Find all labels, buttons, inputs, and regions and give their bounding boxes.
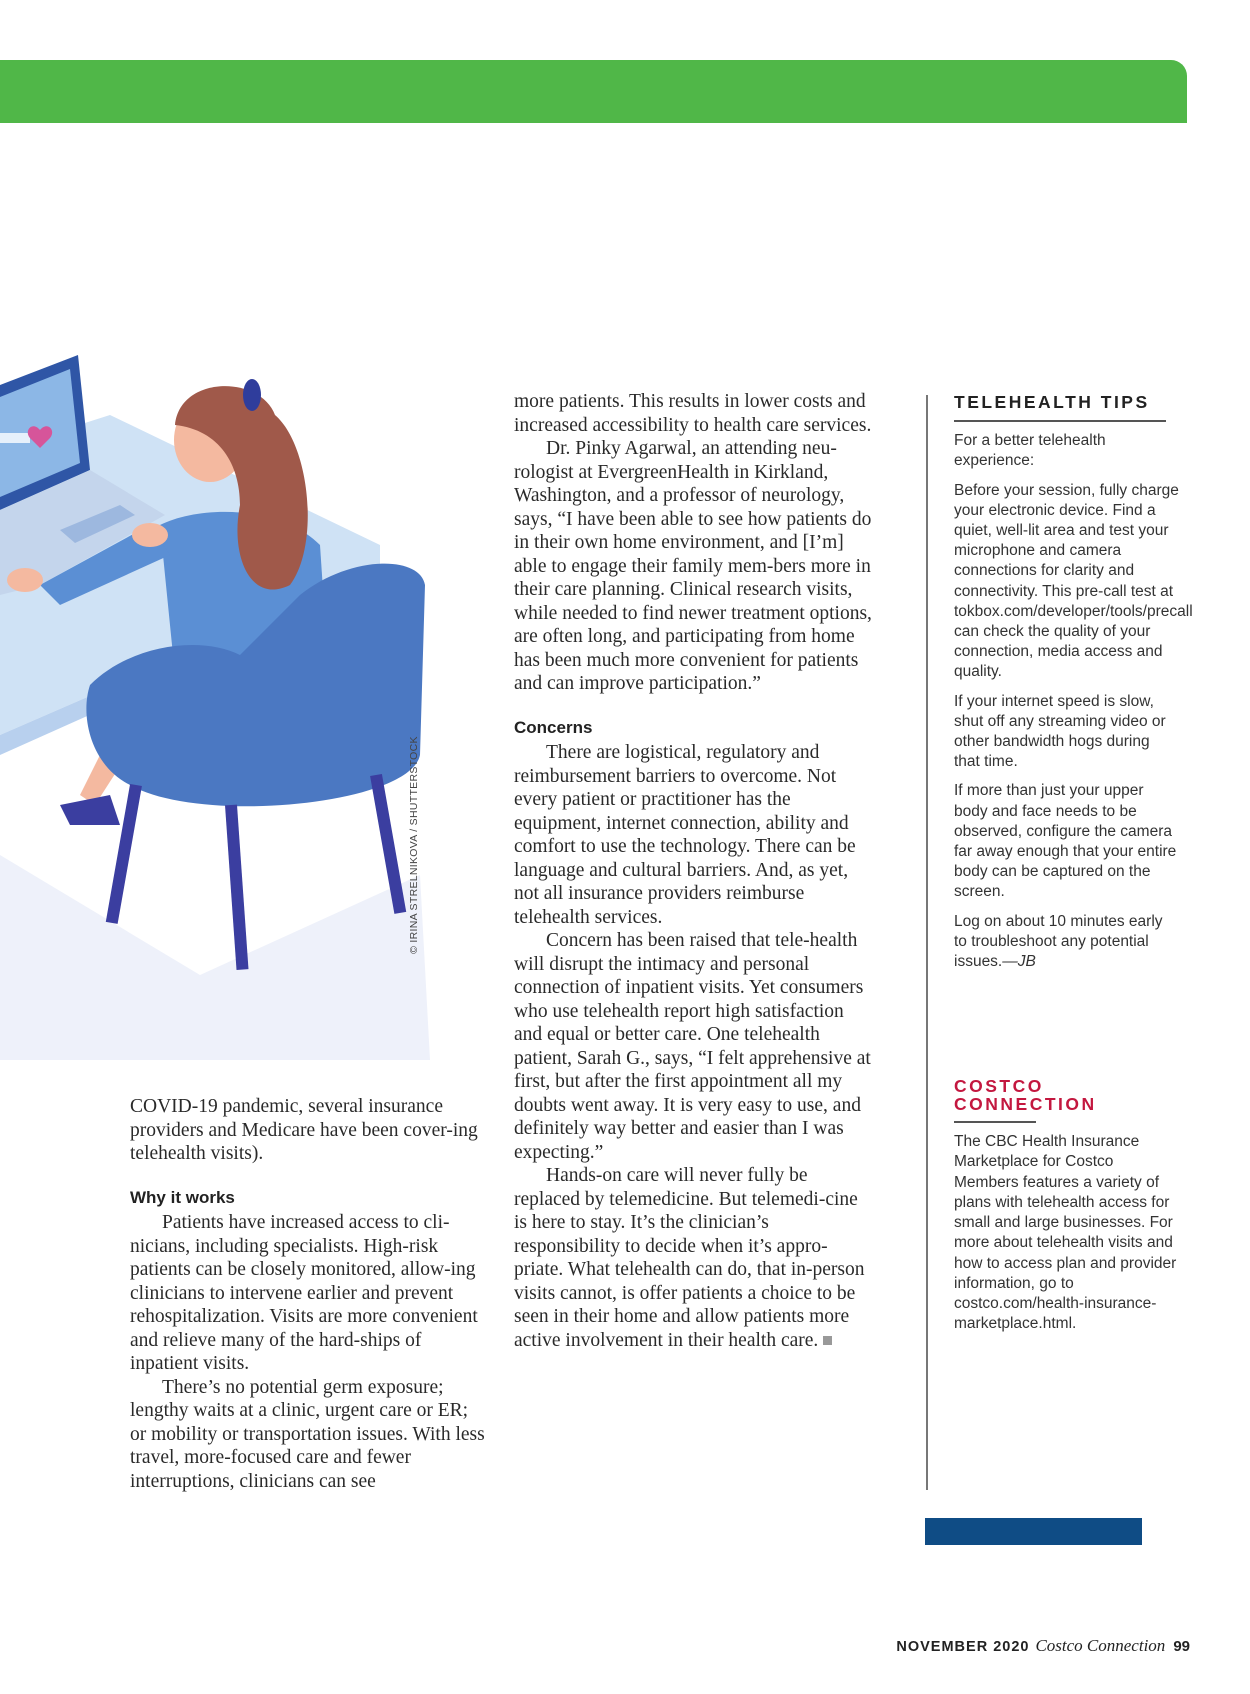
last-tip-text: Log on about 10 minutes early to troubleshoot any potential issues. <box>954 912 1163 971</box>
body-paragraph: Concern has been raised that tele-health will disrupt the intimacy and personal connection of inpatient visits. Yet consumers who use telehealth report high satisfaction and equal or better care. One telehealth patient, Sarah G., says, “I felt apprehensive at first, but after the first appointment all my doubts went away. It is very easy to use, and definitely way better and easier than I was expecting.” <box>514 930 871 1163</box>
title-rule <box>954 420 1166 422</box>
middle-column <box>514 390 874 1352</box>
end-mark-icon <box>823 1336 832 1345</box>
page-footer <box>870 1636 1190 1656</box>
left-column <box>130 1095 485 1493</box>
tip-item <box>954 912 1179 973</box>
section-heading-concerns: Concerns <box>514 717 593 737</box>
woman-at-laptop-illustration <box>0 355 430 1060</box>
woman-hand <box>7 568 43 592</box>
photo-credit <box>406 736 422 954</box>
sidebar-divider <box>926 395 928 1490</box>
body-paragraph: There’s no potential germ exposure; lengthy waits at a clinic, urgent care or ER; or mobility or transportation issues. With less travel, more-focused care and fewer interruptions, clinicians can see <box>130 1376 485 1492</box>
title-rule <box>954 1121 1036 1123</box>
quote-paragraph: Dr. Pinky Agarwal, an attending neu-rologist at EvergreenHealth in Kirkland, Washington, and a professor of neurology, says, “I have been able to see how patients do in their own home environment, and [I’m] able to engage their family mem-bers more in their care planning. Clinical research visits, while needed to find newer treatment options, are often long, and participating from home has been much more convenient for patients and can improve participation.” <box>514 438 872 694</box>
author-signature: —JB <box>1002 953 1036 971</box>
continuation-paragraph: more patients. This results in lower costs and increased accessibility to health care services. <box>514 391 872 436</box>
body-paragraph <box>514 1164 874 1352</box>
closing-paragraph-text: Hands-on care will never fully be replaced by telemedicine. But telemedi-cine is here to stay. It’s the clinician’s responsibility to decide when it’s appro-priate. What telehealth can do, that in-person visits cannot, is offer patients a choice to be seen in their home and allow patients more active involvement in their health care. <box>514 1165 865 1351</box>
issue-date: NOVEMBER 2020 <box>896 1639 1030 1655</box>
tip-item: If more than just your upper body and face needs to be observed, configure the camera far away enough that your entire body can be captured on the screen. <box>954 782 1177 901</box>
floor-shape <box>0 855 430 1060</box>
body-paragraph: There are logistical, regulatory and reimbursement barriers to overcome. Not every patient or practitioner has the equipment, internet connection, ability and comfort to use the technology. There can be language and cultural barriers. And, as yet, not all insurance providers reimburse telehealth services. <box>514 742 856 928</box>
tip-item: Before your session, fully charge your electronic device. Find a quiet, well-lit area and test your microphone and camera connections for clarity and connectivity. This pre-call test at tokbox.com/developer/tools/precall can check the quality of your connection, media access and quality. <box>954 481 1193 681</box>
costco-title-line2: CONNECTION <box>954 1094 1097 1115</box>
hair-tie <box>243 379 261 411</box>
telehealth-tips-title: TELEHEALTH TIPS <box>954 392 1150 412</box>
tip-item: If your internet speed is slow, shut off any streaming video or other bandwidth hogs during that time. <box>954 692 1166 771</box>
costco-text: The CBC Health Insurance Marketplace for Costco Members features a variety of plans with telehealth access for small and large businesses. For more about telehealth visits and how to access plan and provider information, go to costco.com/health-insurance-marketplace.html. <box>954 1133 1177 1333</box>
costco-connection-box <box>954 1077 1179 1334</box>
screen-input-bar <box>0 433 30 443</box>
magazine-name: Costco Connection <box>1035 1636 1166 1655</box>
sidebar <box>954 392 1193 1343</box>
woman-shoe <box>60 795 120 825</box>
page-number: 99 <box>1173 1638 1190 1655</box>
costco-title-line1: COSTCO <box>954 1076 1044 1097</box>
section-heading-why-it-works: Why it works <box>130 1187 235 1207</box>
chair-leg <box>225 805 248 970</box>
tips-intro: For a better telehealth experience: <box>954 432 1106 470</box>
header-color-bar <box>0 60 1187 123</box>
intro-paragraph: COVID-19 pandemic, several insurance providers and Medicare have been cover-ing telehealth visits). <box>130 1096 478 1164</box>
photo-credit-text: © IRINA STRELNIKOVA / SHUTTERSTOCK <box>408 736 420 954</box>
sidebar-accent-bar <box>925 1518 1142 1545</box>
woman-hand <box>132 523 168 547</box>
body-paragraph: Patients have increased access to cli-nicians, including specialists. High-risk patients can be closely monitored, allow-ing clinicians to intervene earlier and prevent rehospitalization. Visits are more convenient and relieve many of the hard-ships of inpatient visits. <box>130 1212 478 1374</box>
